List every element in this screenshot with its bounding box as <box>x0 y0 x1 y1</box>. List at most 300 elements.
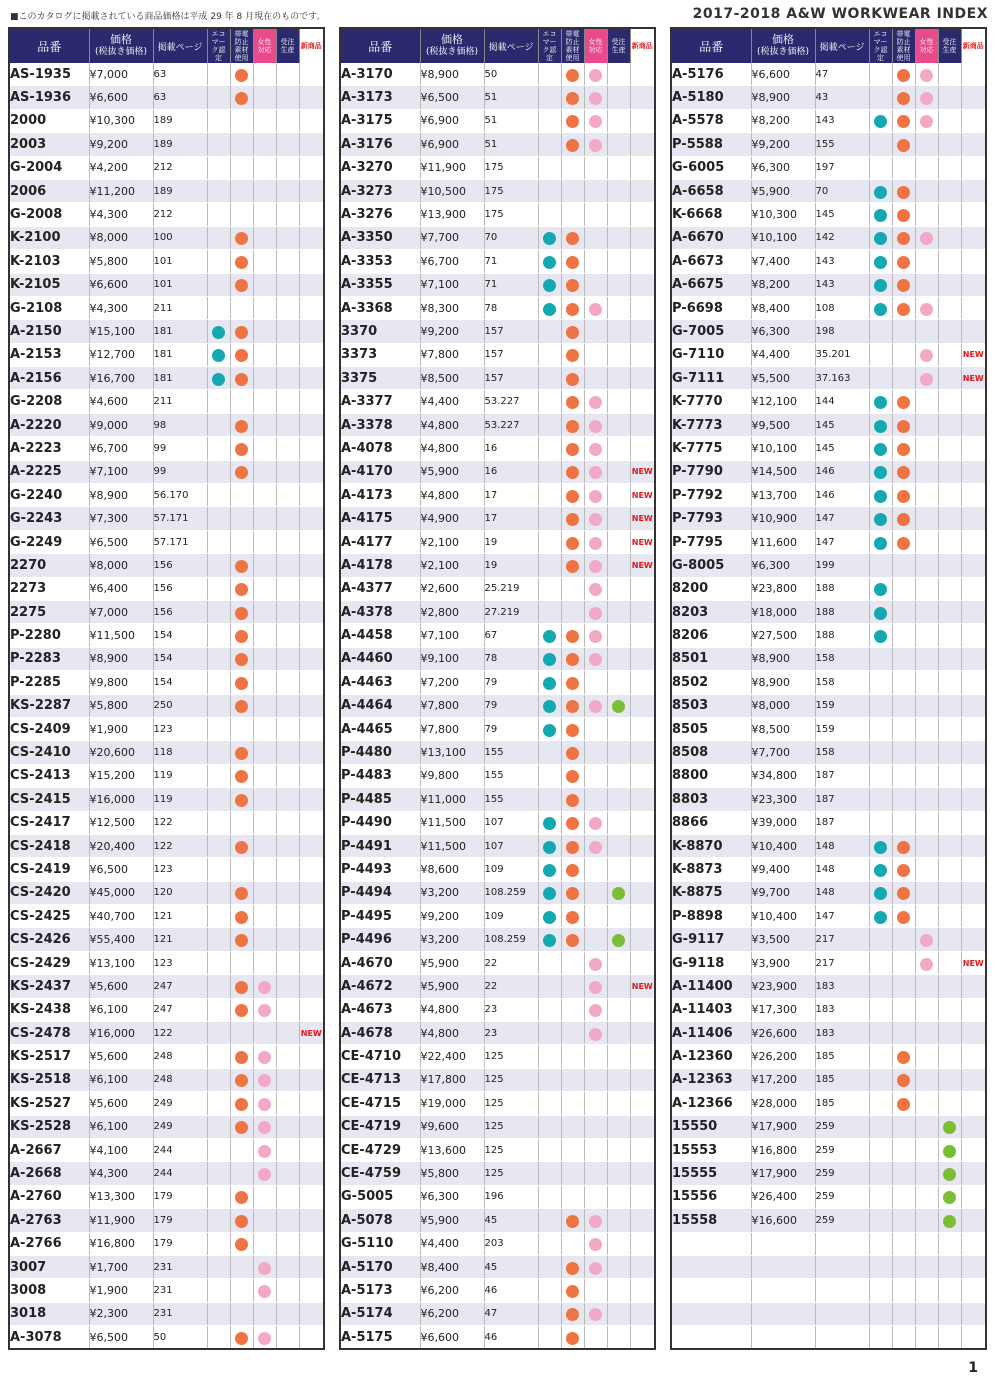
header-women-label: 女性対応 <box>919 38 934 54</box>
made-to-order-cell <box>276 600 299 623</box>
anti-static-cell <box>892 460 915 483</box>
product-code: A-2223 <box>9 437 89 460</box>
catalog-page: 187 <box>815 811 869 834</box>
table-row <box>9 1326 324 1350</box>
new-cell <box>961 413 986 436</box>
women-cell <box>584 1022 607 1045</box>
product-code: CS-2420 <box>9 881 89 904</box>
table-row <box>671 1162 986 1185</box>
product-code: A-3176 <box>340 133 420 156</box>
women-dot <box>589 443 602 456</box>
women-cell <box>584 367 607 390</box>
new-cell <box>630 788 655 811</box>
eco-mark-cell <box>538 951 561 974</box>
product-code: P-2283 <box>9 647 89 670</box>
table-row <box>340 1045 655 1068</box>
product-code: A-4173 <box>340 484 420 507</box>
made-to-order-cell <box>938 1115 961 1138</box>
product-price: ¥4,300 <box>89 296 153 319</box>
table-row <box>671 86 986 109</box>
eco-mark-dot <box>874 443 887 456</box>
anti-static-cell <box>561 367 584 390</box>
catalog-page: 175 <box>484 156 538 179</box>
women-cell <box>915 484 938 507</box>
catalog-page: 157 <box>484 320 538 343</box>
women-cell <box>915 390 938 413</box>
header-anti-static-label: 帯電防止素材使用 <box>565 30 580 62</box>
table-row <box>9 1209 324 1232</box>
product-price: ¥14,500 <box>751 460 815 483</box>
product-code: A-4673 <box>340 998 420 1021</box>
catalog-page: 125 <box>484 1092 538 1115</box>
women-cell <box>584 717 607 740</box>
made-to-order-cell <box>607 1255 630 1278</box>
eco-mark-dot <box>212 349 225 362</box>
made-to-order-cell <box>938 951 961 974</box>
eco-mark-cell <box>869 530 892 553</box>
table-row <box>340 413 655 436</box>
product-code: P-7795 <box>671 530 751 553</box>
women-dot <box>589 981 602 994</box>
product-price: ¥1,900 <box>89 1279 153 1302</box>
eco-mark-cell <box>869 507 892 530</box>
made-to-order-cell <box>607 296 630 319</box>
new-cell <box>630 86 655 109</box>
new-cell <box>299 133 324 156</box>
header-eco-mark-label: エコマーク認定 <box>542 30 557 62</box>
product-price: ¥9,200 <box>420 905 484 928</box>
header-price-label: 価格 <box>441 33 463 46</box>
product-price: ¥6,500 <box>420 86 484 109</box>
anti-static-dot <box>897 232 910 245</box>
anti-static-cell <box>561 413 584 436</box>
catalog-page: 185 <box>815 1068 869 1091</box>
anti-static-dot <box>897 209 910 222</box>
women-cell <box>915 858 938 881</box>
eco-mark-cell <box>869 460 892 483</box>
product-price: ¥20,600 <box>89 741 153 764</box>
new-cell <box>630 1185 655 1208</box>
made-to-order-cell <box>607 250 630 273</box>
anti-static-cell <box>230 1279 253 1302</box>
women-cell <box>915 1068 938 1091</box>
product-code: A-3078 <box>9 1326 89 1350</box>
table-row <box>340 975 655 998</box>
women-cell <box>253 741 276 764</box>
eco-mark-cell <box>207 296 230 319</box>
product-price: ¥9,500 <box>751 413 815 436</box>
anti-static-cell <box>230 390 253 413</box>
made-to-order-cell <box>938 530 961 553</box>
new-cell <box>630 1209 655 1232</box>
table-row <box>671 834 986 857</box>
table-row <box>340 1232 655 1255</box>
eco-mark-cell <box>207 671 230 694</box>
women-cell <box>584 764 607 787</box>
eco-mark-cell <box>538 671 561 694</box>
catalog-page: 122 <box>153 834 207 857</box>
eco-mark-cell <box>869 881 892 904</box>
women-cell <box>915 928 938 951</box>
table-row <box>671 273 986 296</box>
product-price <box>751 1255 815 1278</box>
eco-mark-cell <box>538 460 561 483</box>
product-code: A-3350 <box>340 226 420 249</box>
table-row <box>340 951 655 974</box>
table-row <box>9 484 324 507</box>
catalog-page: 16 <box>484 460 538 483</box>
eco-mark-cell <box>869 1138 892 1161</box>
eco-mark-cell <box>538 1185 561 1208</box>
anti-static-dot <box>235 1051 248 1064</box>
anti-static-cell <box>561 133 584 156</box>
new-cell <box>299 437 324 460</box>
eco-mark-cell <box>207 647 230 670</box>
anti-static-cell <box>892 811 915 834</box>
women-dot <box>258 1004 271 1017</box>
product-code: K-6668 <box>671 203 751 226</box>
catalog-page: 51 <box>484 133 538 156</box>
women-dot <box>920 69 933 82</box>
women-cell <box>915 367 938 390</box>
women-cell <box>915 133 938 156</box>
product-price: ¥7,800 <box>420 694 484 717</box>
made-to-order-cell <box>938 320 961 343</box>
eco-mark-dot <box>874 303 887 316</box>
product-price: ¥16,000 <box>89 1022 153 1045</box>
anti-static-cell <box>230 928 253 951</box>
product-price: ¥7,100 <box>89 460 153 483</box>
table-row <box>9 86 324 109</box>
product-price: ¥9,600 <box>420 1115 484 1138</box>
product-price: ¥19,000 <box>420 1092 484 1115</box>
anti-static-cell <box>561 600 584 623</box>
catalog-page: 203 <box>484 1232 538 1255</box>
eco-mark-cell <box>207 905 230 928</box>
eco-mark-cell <box>869 741 892 764</box>
eco-mark-cell <box>538 834 561 857</box>
catalog-page: 179 <box>153 1185 207 1208</box>
product-price: ¥7,800 <box>420 717 484 740</box>
women-dot <box>589 958 602 971</box>
table-row <box>671 554 986 577</box>
product-price: ¥2,100 <box>420 554 484 577</box>
product-code: A-11406 <box>671 1022 751 1045</box>
page-number: 1 <box>968 1360 978 1376</box>
women-cell <box>253 437 276 460</box>
anti-static-cell <box>561 928 584 951</box>
eco-mark-cell <box>538 600 561 623</box>
header-page-label: 掲載ページ <box>819 42 865 53</box>
table-row <box>340 437 655 460</box>
made-to-order-dot <box>612 934 625 947</box>
product-code: A-4178 <box>340 554 420 577</box>
catalog-page <box>815 1232 869 1255</box>
eco-mark-cell <box>207 1162 230 1185</box>
header-new-product-label: 新商品 <box>300 42 322 50</box>
product-code: 15550 <box>671 1115 751 1138</box>
new-cell <box>630 133 655 156</box>
table-row <box>9 951 324 974</box>
anti-static-cell <box>892 1162 915 1185</box>
product-price: ¥5,900 <box>751 179 815 202</box>
catalog-page: 122 <box>153 811 207 834</box>
eco-mark-cell <box>207 1302 230 1325</box>
new-cell <box>299 811 324 834</box>
product-price: ¥4,300 <box>89 1162 153 1185</box>
new-cell <box>299 788 324 811</box>
product-price: ¥15,200 <box>89 764 153 787</box>
anti-static-dot <box>566 887 579 900</box>
women-cell <box>253 484 276 507</box>
new-cell <box>630 647 655 670</box>
header-page <box>153 28 207 63</box>
catalog-page: 199 <box>815 554 869 577</box>
women-dot <box>589 1004 602 1017</box>
eco-mark-dot <box>874 607 887 620</box>
new-cell <box>961 437 986 460</box>
new-cell <box>961 250 986 273</box>
new-cell <box>299 998 324 1021</box>
new-cell <box>630 507 655 530</box>
header-code-label: 品番 <box>368 39 393 54</box>
made-to-order-cell <box>938 273 961 296</box>
women-cell <box>584 1162 607 1185</box>
anti-static-cell <box>892 1302 915 1325</box>
anti-static-dot <box>235 349 248 362</box>
catalog-page: 53.227 <box>484 413 538 436</box>
eco-mark-dot <box>543 724 556 737</box>
product-price: ¥8,300 <box>420 296 484 319</box>
women-dot <box>589 1028 602 1041</box>
table-row <box>9 133 324 156</box>
women-cell <box>915 109 938 132</box>
anti-static-cell <box>561 1045 584 1068</box>
table-row <box>9 624 324 647</box>
women-dot <box>589 1262 602 1275</box>
women-dot <box>589 1238 602 1251</box>
product-price: ¥9,800 <box>89 671 153 694</box>
new-cell <box>961 1255 986 1278</box>
anti-static-cell <box>230 1115 253 1138</box>
catalog-page: 23 <box>484 1022 538 1045</box>
table-row <box>9 577 324 600</box>
product-code: G-2249 <box>9 530 89 553</box>
new-cell <box>299 343 324 366</box>
table-row <box>340 1255 655 1278</box>
anti-static-dot <box>566 560 579 573</box>
women-cell <box>253 905 276 928</box>
eco-mark-dot <box>874 490 887 503</box>
new-cell <box>299 179 324 202</box>
product-price: ¥6,200 <box>420 1279 484 1302</box>
women-dot <box>920 303 933 316</box>
new-cell <box>630 413 655 436</box>
new-cell <box>299 881 324 904</box>
eco-mark-cell <box>869 951 892 974</box>
new-cell <box>630 63 655 86</box>
new-cell <box>961 998 986 1021</box>
product-price: ¥6,500 <box>89 858 153 881</box>
anti-static-dot <box>566 934 579 947</box>
eco-mark-cell <box>538 975 561 998</box>
product-code: 15553 <box>671 1138 751 1161</box>
anti-static-cell <box>230 717 253 740</box>
table-row <box>671 1045 986 1068</box>
women-cell <box>915 86 938 109</box>
anti-static-cell <box>892 86 915 109</box>
made-to-order-cell <box>607 624 630 647</box>
made-to-order-cell <box>607 156 630 179</box>
new-cell <box>961 577 986 600</box>
anti-static-cell <box>561 63 584 86</box>
product-price: ¥4,800 <box>420 1022 484 1045</box>
catalog-page: 45 <box>484 1209 538 1232</box>
product-price: ¥10,300 <box>89 109 153 132</box>
eco-mark-cell <box>538 437 561 460</box>
product-price: ¥15,100 <box>89 320 153 343</box>
anti-static-dot <box>566 653 579 666</box>
made-to-order-cell <box>938 179 961 202</box>
anti-static-dot <box>897 841 910 854</box>
made-to-order-cell <box>938 928 961 951</box>
women-dot <box>258 1285 271 1298</box>
header-made-to-order-label: 受注生産 <box>942 38 957 54</box>
catalog-page: 189 <box>153 109 207 132</box>
product-price: ¥6,600 <box>89 273 153 296</box>
new-cell <box>961 1068 986 1091</box>
women-cell <box>584 1185 607 1208</box>
catalog-page: 107 <box>484 834 538 857</box>
women-cell <box>584 63 607 86</box>
anti-static-cell <box>230 1162 253 1185</box>
anti-static-dot <box>566 232 579 245</box>
header-eco-mark <box>207 28 230 63</box>
women-dot <box>589 396 602 409</box>
product-code: K-7770 <box>671 390 751 413</box>
catalog-page: 148 <box>815 834 869 857</box>
catalog-page: 181 <box>153 367 207 390</box>
product-price: ¥12,100 <box>751 390 815 413</box>
product-code: P-4493 <box>340 858 420 881</box>
catalog-page: 70 <box>815 179 869 202</box>
eco-mark-cell <box>207 1115 230 1138</box>
eco-mark-cell <box>869 1092 892 1115</box>
anti-static-dot <box>897 279 910 292</box>
made-to-order-cell <box>607 390 630 413</box>
table-row <box>671 367 986 390</box>
product-price: ¥6,200 <box>420 1302 484 1325</box>
catalog-page: 158 <box>815 741 869 764</box>
product-price: ¥8,900 <box>751 671 815 694</box>
product-code: 8800 <box>671 764 751 787</box>
table-row <box>340 647 655 670</box>
anti-static-cell <box>892 624 915 647</box>
anti-static-cell <box>892 881 915 904</box>
made-to-order-cell <box>276 484 299 507</box>
anti-static-cell <box>892 1092 915 1115</box>
eco-mark-cell <box>207 367 230 390</box>
product-price: ¥9,400 <box>751 858 815 881</box>
catalog-page: 143 <box>815 109 869 132</box>
product-code: 3375 <box>340 367 420 390</box>
catalog-page: 188 <box>815 577 869 600</box>
anti-static-cell <box>561 577 584 600</box>
made-to-order-cell <box>607 788 630 811</box>
product-code: G-7005 <box>671 320 751 343</box>
new-cell <box>961 694 986 717</box>
catalog-page: 259 <box>815 1162 869 1185</box>
product-code: A-2667 <box>9 1138 89 1161</box>
eco-mark-cell <box>207 554 230 577</box>
product-code: A-3170 <box>340 63 420 86</box>
product-price: ¥13,600 <box>420 1138 484 1161</box>
product-code: 2003 <box>9 133 89 156</box>
table-row <box>340 1022 655 1045</box>
header-made-to-order-label: 受注生産 <box>611 38 626 54</box>
new-cell <box>630 530 655 553</box>
anti-static-cell <box>561 1162 584 1185</box>
new-cell <box>299 624 324 647</box>
table-row <box>340 507 655 530</box>
new-cell <box>961 1185 986 1208</box>
new-cell <box>299 717 324 740</box>
header-code <box>9 28 89 63</box>
eco-mark-cell <box>538 741 561 764</box>
catalog-page: 198 <box>815 320 869 343</box>
new-cell <box>630 975 655 998</box>
table-row <box>340 1115 655 1138</box>
anti-static-cell <box>561 905 584 928</box>
table-row <box>340 1326 655 1350</box>
anti-static-cell <box>892 507 915 530</box>
anti-static-cell <box>561 741 584 764</box>
table-row <box>340 320 655 343</box>
table-row <box>340 460 655 483</box>
product-code: K-7773 <box>671 413 751 436</box>
women-cell <box>584 975 607 998</box>
new-cell <box>961 530 986 553</box>
made-to-order-cell <box>276 717 299 740</box>
table-row <box>340 834 655 857</box>
women-cell <box>915 156 938 179</box>
women-cell <box>915 1045 938 1068</box>
product-code <box>671 1279 751 1302</box>
made-to-order-cell <box>938 296 961 319</box>
made-to-order-cell <box>607 63 630 86</box>
made-to-order-cell <box>938 554 961 577</box>
anti-static-dot <box>235 560 248 573</box>
women-cell <box>253 624 276 647</box>
made-to-order-cell <box>607 1022 630 1045</box>
women-cell <box>584 1279 607 1302</box>
eco-mark-cell <box>869 764 892 787</box>
women-cell <box>584 203 607 226</box>
eco-mark-cell <box>538 1092 561 1115</box>
anti-static-dot <box>897 186 910 199</box>
made-to-order-cell <box>938 133 961 156</box>
product-code: A-4458 <box>340 624 420 647</box>
product-code: G-2240 <box>9 484 89 507</box>
anti-static-cell <box>230 811 253 834</box>
made-to-order-cell <box>607 741 630 764</box>
product-code: CE-4710 <box>340 1045 420 1068</box>
eco-mark-cell <box>869 367 892 390</box>
anti-static-cell <box>561 109 584 132</box>
women-cell <box>253 296 276 319</box>
made-to-order-cell <box>938 811 961 834</box>
table-row <box>671 600 986 623</box>
